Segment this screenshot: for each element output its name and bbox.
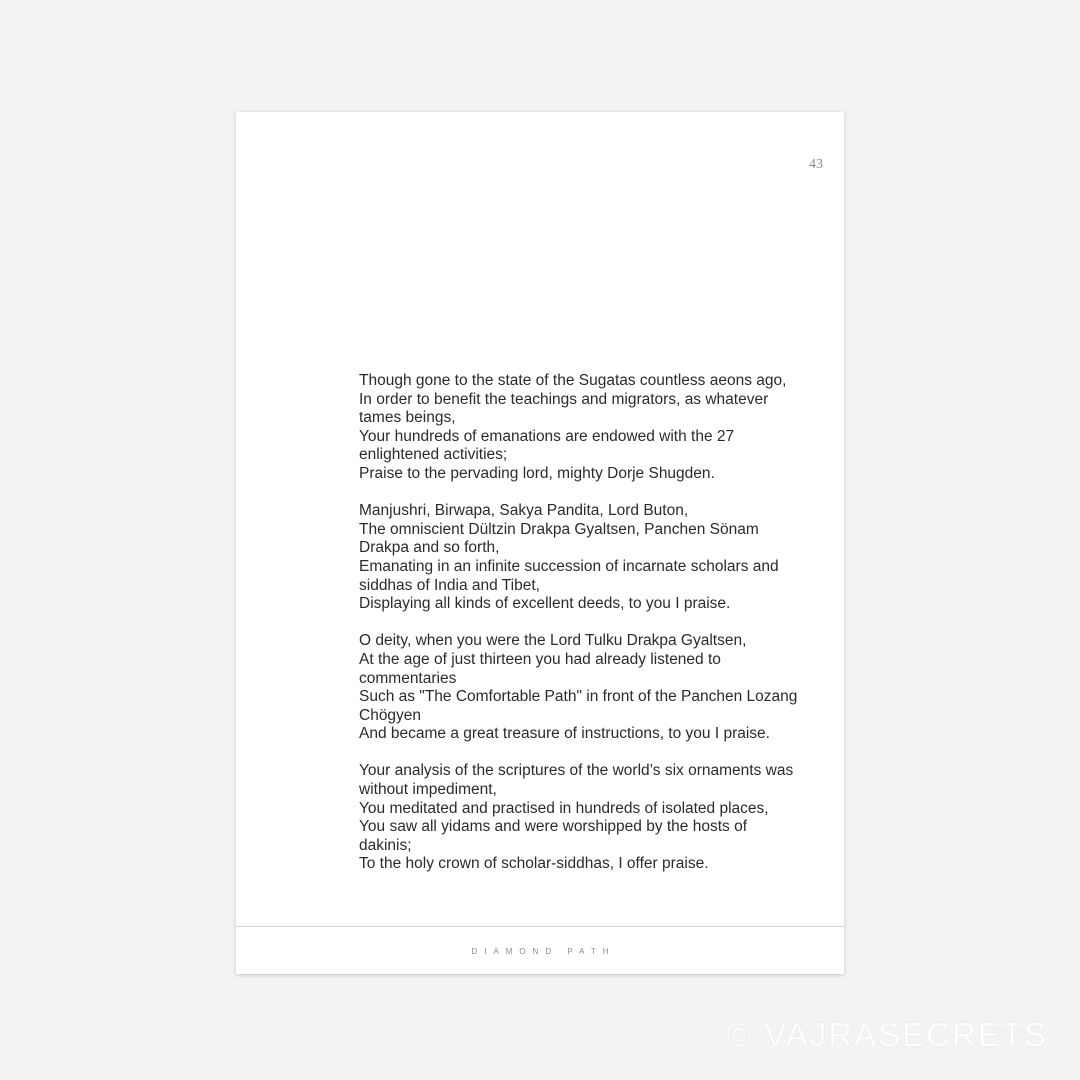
- verse-line: To the holy crown of scholar-siddhas, I offer praise.: [359, 855, 709, 873]
- verse-line: In order to benefit the teachings and migrators, as whatever tames beings,: [359, 390, 769, 427]
- verse-line: You meditated and practised in hundreds of isolated places,: [359, 799, 769, 817]
- verse-line: Though gone to the state of the Sugatas countless aeons ago,: [359, 372, 787, 389]
- verse-line: Praise to the pervading lord, mighty Dorje Shugden.: [359, 464, 715, 482]
- verse-line: Your analysis of the scriptures of the world’s six ornaments was without impediment,: [359, 762, 794, 799]
- stanza: [359, 762, 799, 874]
- stanza: [359, 502, 799, 614]
- verse-line: O deity, when you were the Lord Tulku Drakpa Gyaltsen,: [359, 632, 747, 650]
- verse-line: Emanating in an infinite succession of incarnate scholars and siddhas of India and Tibet,: [359, 557, 779, 594]
- stanza: [359, 632, 799, 744]
- verse-line: At the age of just thirteen you had already listened to commentaries: [359, 650, 721, 687]
- verse-line: The omniscient Dültzin Drakpa Gyaltsen, Panchen Sönam Drakpa and so forth,: [359, 520, 759, 557]
- footer-divider: [236, 926, 844, 927]
- verse-line: Displaying all kinds of excellent deeds, to you I praise.: [359, 595, 731, 613]
- verse-line: Manjushri, Birwapa, Sakya Pandita, Lord Buton,: [359, 502, 689, 520]
- page-number: 43: [809, 157, 823, 172]
- verse-line: Your hundreds of emanations are endowed with the 27 enlightened activities;: [359, 427, 735, 464]
- book-page: [236, 112, 844, 974]
- verse-text: [359, 372, 799, 874]
- verse-line: And became a great treasure of instructions, to you I praise.: [359, 725, 770, 743]
- watermark: © VAJRASECRETS: [726, 1016, 1048, 1053]
- footer-title: DIAMOND PATH: [471, 947, 616, 956]
- stanza: [359, 372, 799, 484]
- verse-line: Such as "The Comfortable Path" in front of the Panchen Lozang Chögyen: [359, 688, 798, 724]
- verse-line: You saw all yidams and were worshipped by the hosts of dakinis;: [359, 818, 748, 854]
